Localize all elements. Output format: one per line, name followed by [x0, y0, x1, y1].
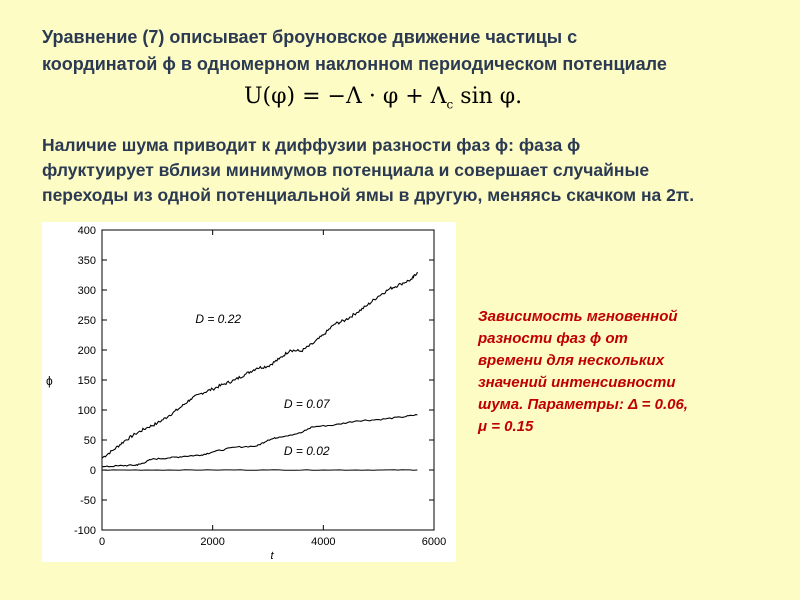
y-tick-label: 100 [77, 405, 96, 417]
y-tick-label: 200 [77, 345, 96, 357]
y-tick-label: -100 [73, 525, 96, 537]
formula-rhs: sin φ. [453, 84, 523, 109]
y-tick-label: 50 [83, 435, 96, 447]
formula-subscript: c [446, 97, 454, 112]
x-axis-label: t [270, 550, 274, 562]
potential-formula [244, 84, 522, 111]
noise-line-1: Наличие шума приводит к диффузии разности фаз ϕ: фаза ϕ [42, 135, 581, 155]
x-tick-label: 2000 [200, 536, 225, 548]
y-tick-label: 150 [77, 375, 96, 387]
caption-line-6: μ = 0.15 [478, 418, 534, 435]
slide-heading [42, 24, 782, 78]
x-tick-label: 4000 [311, 536, 336, 548]
heading-line-1: Уравнение (7) описывает броуновское движение частицы с [42, 27, 578, 47]
figure-caption [478, 306, 768, 438]
series-label-2: D = 0.07 [283, 397, 330, 412]
chart-svg [42, 222, 456, 562]
y-tick-label: 350 [77, 255, 96, 267]
caption-line-4: значений интенсивности [478, 374, 676, 391]
y-tick-label: 0 [89, 465, 96, 477]
heading-line-2: координатой ϕ в одномерном наклонном периодическом потенциале [42, 54, 667, 74]
y-tick-label: 300 [77, 285, 96, 297]
caption-line-2: разности фаз ϕ от [478, 330, 628, 347]
caption-line-1: Зависимость мгновенной [478, 308, 678, 325]
series-label-1: D = 0.22 [195, 312, 242, 326]
caption-line-5: шума. Параметры: Δ = 0.06, [478, 396, 688, 413]
noise-line-3: переходы из одной потенциальной ямы в другую, меняясь скачком на 2π. [42, 185, 695, 205]
noise-description [42, 133, 792, 208]
phase-chart [42, 222, 456, 562]
caption-line-3: времени для нескольких [478, 352, 665, 369]
x-tick-label: 0 [98, 536, 106, 548]
plot-frame [102, 230, 434, 530]
y-tick-label: 250 [77, 315, 96, 327]
series-label-3: D = 0.02 [283, 444, 330, 458]
noise-line-2: флуктуирует вблизи минимумов потенциала и совершает случайные [42, 160, 650, 180]
series-line-1 [102, 272, 417, 458]
y-axis-label: ϕ [46, 374, 53, 388]
formula-lhs: U(φ) = −Λ · φ + Λ [244, 84, 447, 109]
y-tick-label: 400 [77, 225, 96, 237]
series-line-2 [102, 415, 417, 467]
y-tick-label: -50 [80, 495, 96, 507]
x-tick-label: 6000 [421, 536, 447, 548]
